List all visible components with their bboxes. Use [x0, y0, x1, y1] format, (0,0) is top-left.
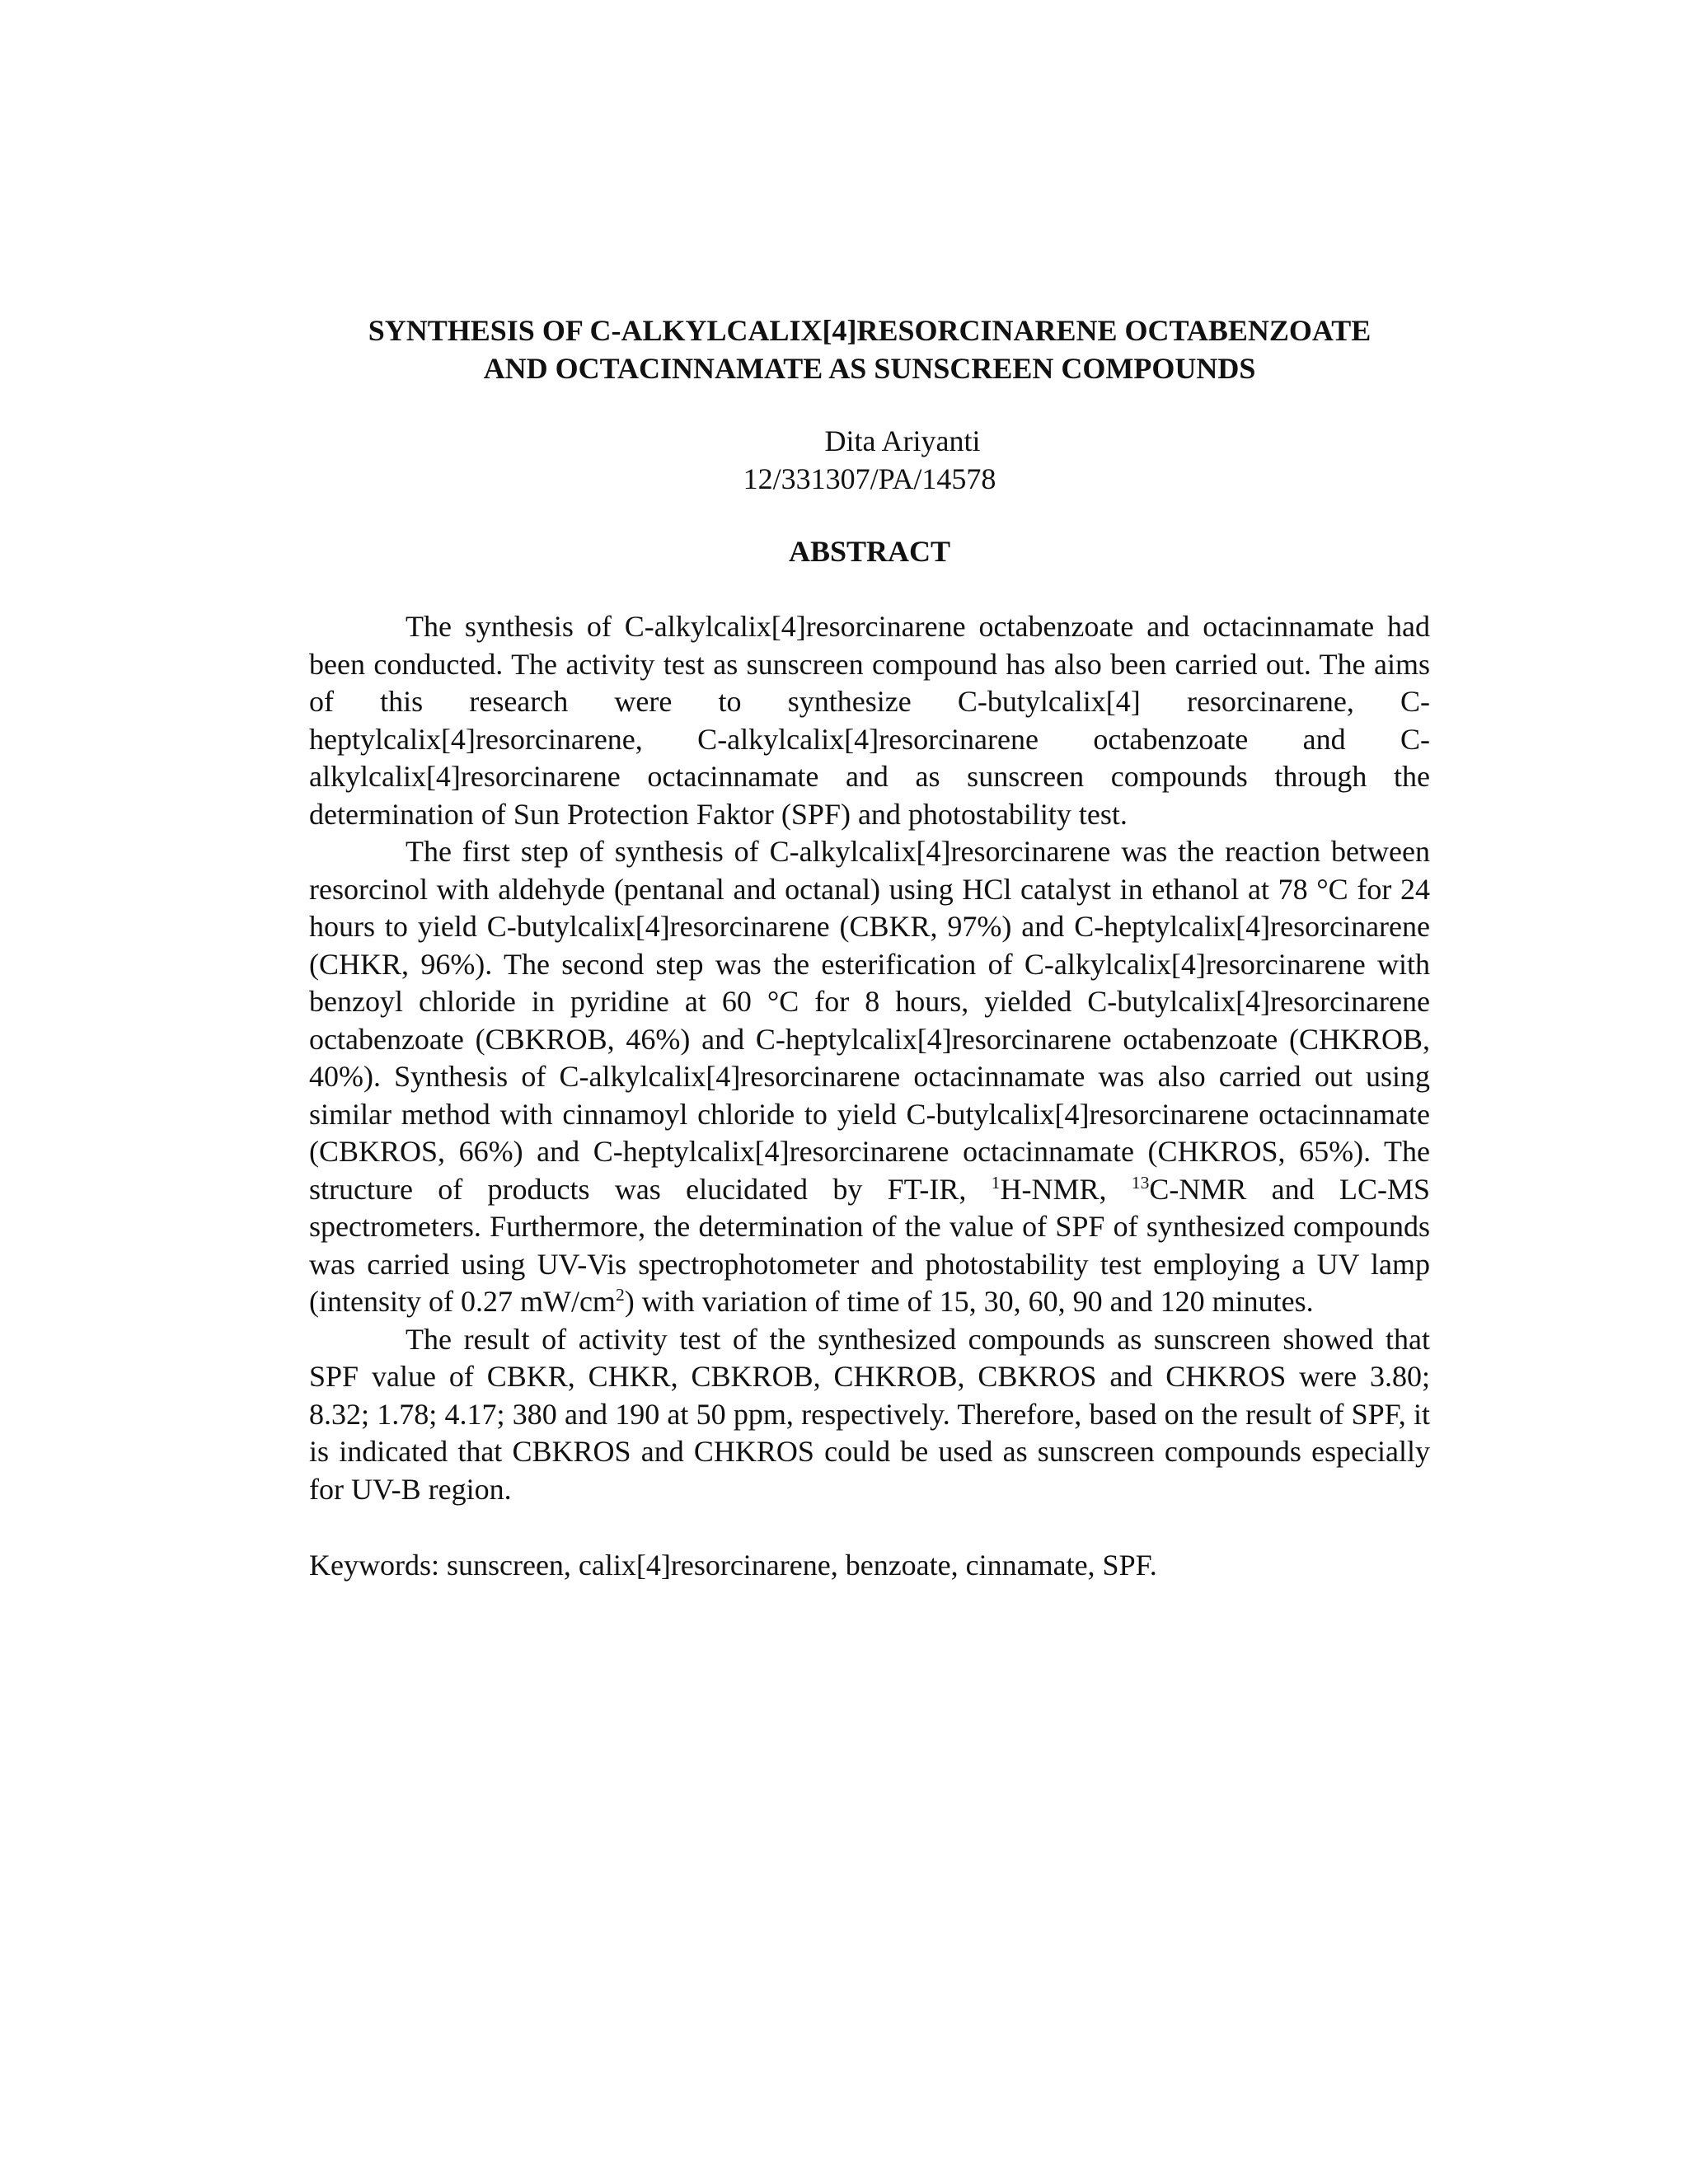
abstract-paragraph-3: The result of activity test of the synthesized compounds as sunscreen showed that SPF value of CBKR, CHKR, CBKROB, CHKROB, CBKROS and CHKROS were 3.80; 8.32; 1.78; 4.17; 380 and 190 at 50 ppm, respectively. Therefore, based on the result of SPF, it is indicated that CBKROS and CHKROS could be used as sunscreen compounds especially for UV-B region.	[309, 1322, 1430, 1506]
title-line-2: AND OCTACINNAMATE AS SUNSCREEN COMPOUNDS	[483, 352, 1256, 385]
abstract-body	[309, 608, 1430, 1508]
author-name: Dita Ariyanti	[824, 424, 981, 457]
keywords-line: Keywords: sunscreen, calix[4]resorcinarene, benzoate, cinnamate, SPF.	[309, 1549, 1157, 1582]
paragraph-2-text-c: C-NMR and LC-MS spectrometers. Furthermore, the determination of the value of SPF of synthesized compounds was carried using UV-Vis spectrophotometer and photostability test employing a UV lamp (intensity of 0.27 mW/cm	[309, 1172, 1430, 1318]
abstract-heading: ABSTRACT	[788, 535, 951, 568]
paragraph-2-text-a: The first step of synthesis of C-alkylcalix[4]resorcinarene was the reaction between resorcinol with aldehyde (pentanal and octanal) using HCl catalyst in ethanol at 78 °C for 24 hours to yield C-butylcalix[4]resorcinarene (CBKR, 97%) and C-heptylcalix[4]resorcinarene (CHKR, 96%). The second step was the esterification of C-alkylcalix[4]resorcinarene with benzoyl chloride in pyridine at 60 °C for 8 hours, yielded C-butylcalix[4]resorcinarene octabenzoate (CBKROB, 46%) and C-heptylcalix[4]resorcinarene octabenzoate (CHKROB, 40%). Synthesis of C-alkylcalix[4]resorcinarene octacinnamate was also carried out using similar method with cinnamoyl chloride to yield C-butylcalix[4]resorcinarene octacinnamate (CBKROS, 66%) and C-heptylcalix[4]resorcinarene octacinnamate (CHKROS, 65%). The structure of products was elucidated by FT-IR,	[309, 835, 1430, 1206]
superscript-13: 13	[1131, 1172, 1150, 1193]
title-line-1: SYNTHESIS OF C-ALKYLCALIX[4]RESORCINARENE OCTABENZOATE	[368, 314, 1372, 347]
superscript-2: 2	[615, 1285, 625, 1305]
student-id: 12/331307/PA/14578	[743, 462, 996, 495]
superscript-1: 1	[991, 1172, 1001, 1193]
abstract-paragraph-2	[309, 833, 1430, 1321]
author-block	[309, 422, 1430, 498]
paragraph-2-text-b: H-NMR,	[1000, 1172, 1132, 1206]
document-page	[309, 312, 1430, 1584]
paragraph-2-text-d: ) with variation of time of 15, 30, 60, 90 and 120 minutes.	[624, 1285, 1314, 1318]
abstract-paragraph-1: The synthesis of C-alkylcalix[4]resorcinarene octabenzoate and octacinnamate had been conducted. The activity test as sunscreen compound has also been carried out. The aims of this research were to synthesize C-butylcalix[4] resorcinarene, C-heptylcalix[4]resorcinarene, C-alkylcalix[4]resorcinarene octabenzoate and C-alkylcalix[4]resorcinarene octacinnamate and as sunscreen compounds through the determination of Sun Protection Faktor (SPF) and photostability test.	[309, 610, 1430, 831]
document-title	[309, 312, 1430, 387]
